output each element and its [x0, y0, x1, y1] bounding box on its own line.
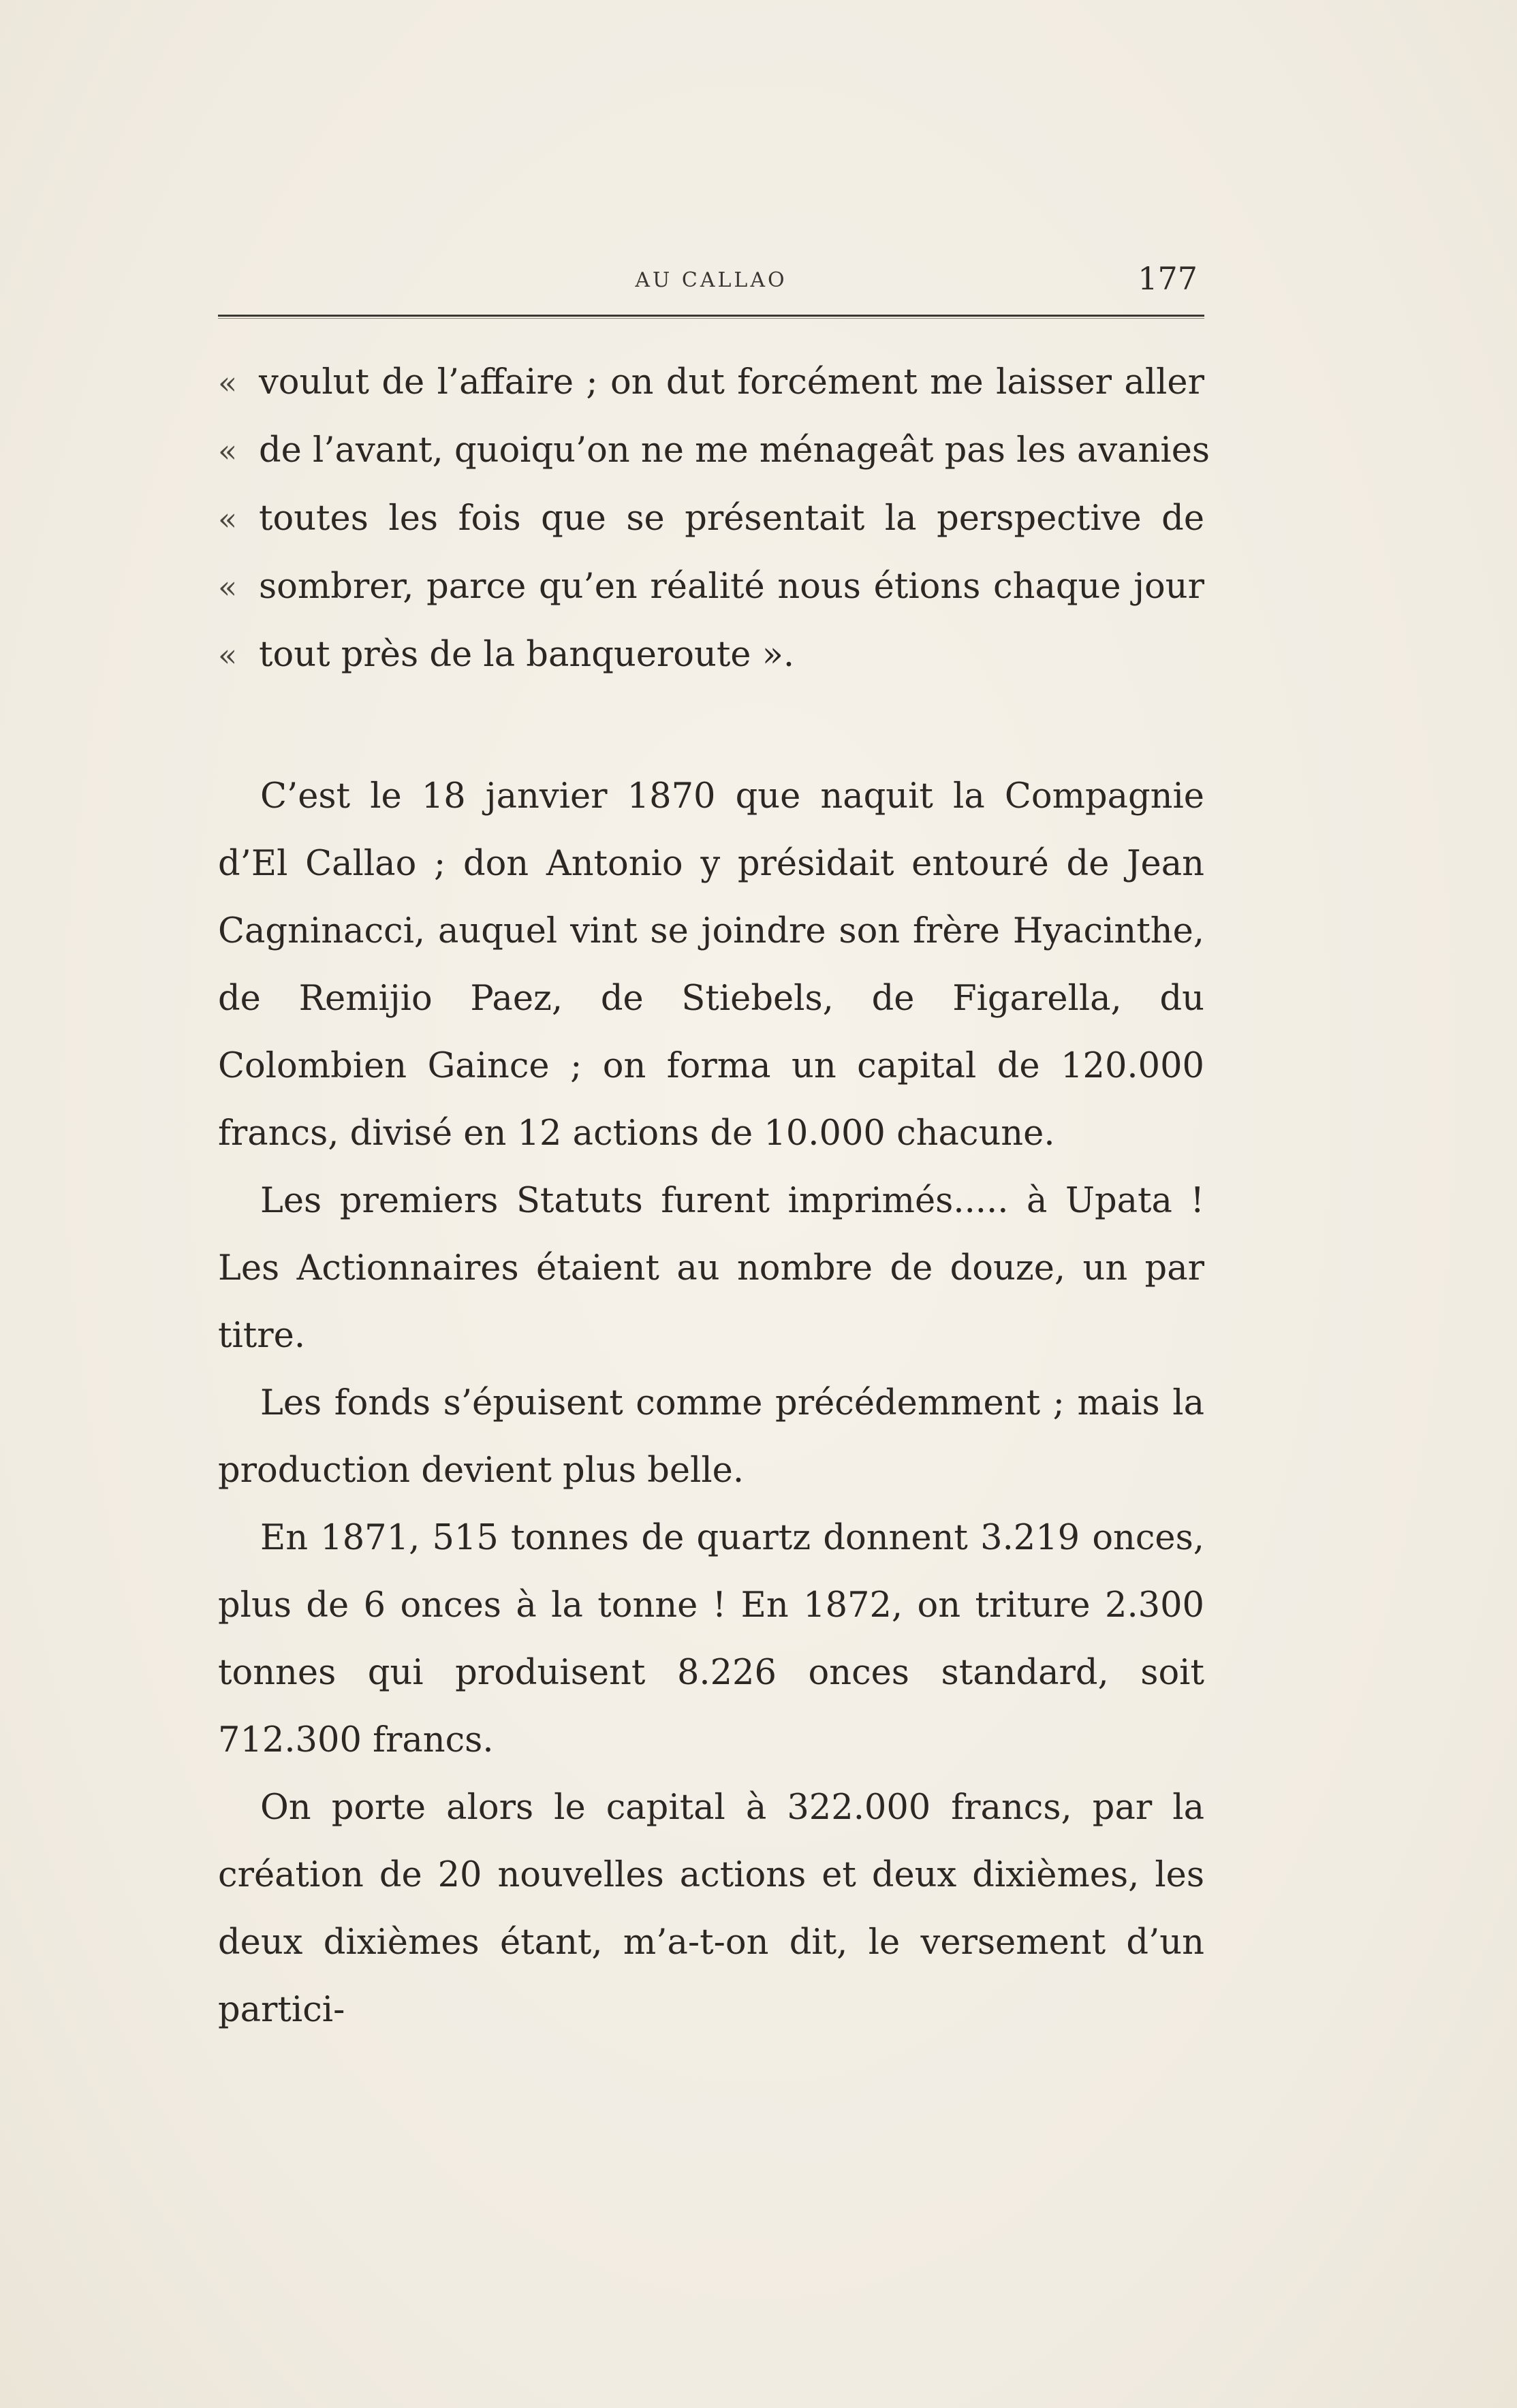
paragraph: Les fonds s’épuisent comme précédemment ; mais la production devient plus belle. [218, 1383, 1204, 1491]
quote-mark: « [218, 569, 238, 605]
section-gap [218, 689, 1204, 756]
page-header [218, 260, 1204, 305]
quote-line-text: de l’avant, quoiqu’on ne me ménageât pas les avanies [259, 430, 1210, 471]
quote-line-text: toutes les fois que se présentait la perspective de [259, 498, 1204, 539]
header-rule [218, 315, 1204, 317]
quote-line [218, 349, 1204, 417]
quote-line [218, 553, 1204, 621]
quote-line [218, 485, 1204, 553]
quote-mark: « [218, 637, 238, 674]
paragraph: En 1871, 515 tonnes de quartz donnent 3.219 onces, plus de 6 onces à la tonne ! En 1872, on triture 2.300 tonnes qui produisent 8.226 onces standard, soit 712.300 francs. [218, 1518, 1204, 1760]
paragraph: On porte alors le capital à 322.000 francs, par la création de 20 nouvelles actions et deux dixièmes, les deux dixièmes étant, m’a-t-on dit, le versement d’un partici- [218, 1788, 1204, 2030]
quote-line-text: sombrer, parce qu’en réalité nous étions chaque jour [259, 567, 1204, 607]
quote-line-text: tout près de la banqueroute ». [259, 635, 795, 675]
quote-mark: « [218, 364, 238, 401]
paragraph: Les premiers Statuts furent imprimés..... à Upata ! Les Actionnaires étaient au nombre de douze, un par titre. [218, 1181, 1204, 1356]
quote-mark: « [218, 501, 238, 537]
quote-line [218, 621, 1204, 689]
body-text [218, 349, 1210, 2044]
quote-mark: « [218, 432, 238, 469]
running-title: AU CALLAO [635, 268, 787, 292]
page-number: 177 [1138, 260, 1198, 297]
quote-line [218, 417, 1210, 485]
paragraph: C’est le 18 janvier 1870 que naquit la Compagnie d’El Callao ; don Antonio y présidait entouré de Jean Cagninacci, auquel vint se joindre son frère Hyacinthe, de Remijio Paez, de Stiebels, de Figarella, du Colombien Gaince ; on forma un capital de 120.000 francs, divisé en 12 actions de 10.000 chacune. [218, 776, 1204, 1154]
quote-line-text: voulut de l’affaire ; on dut forcément me laisser aller [259, 362, 1204, 402]
